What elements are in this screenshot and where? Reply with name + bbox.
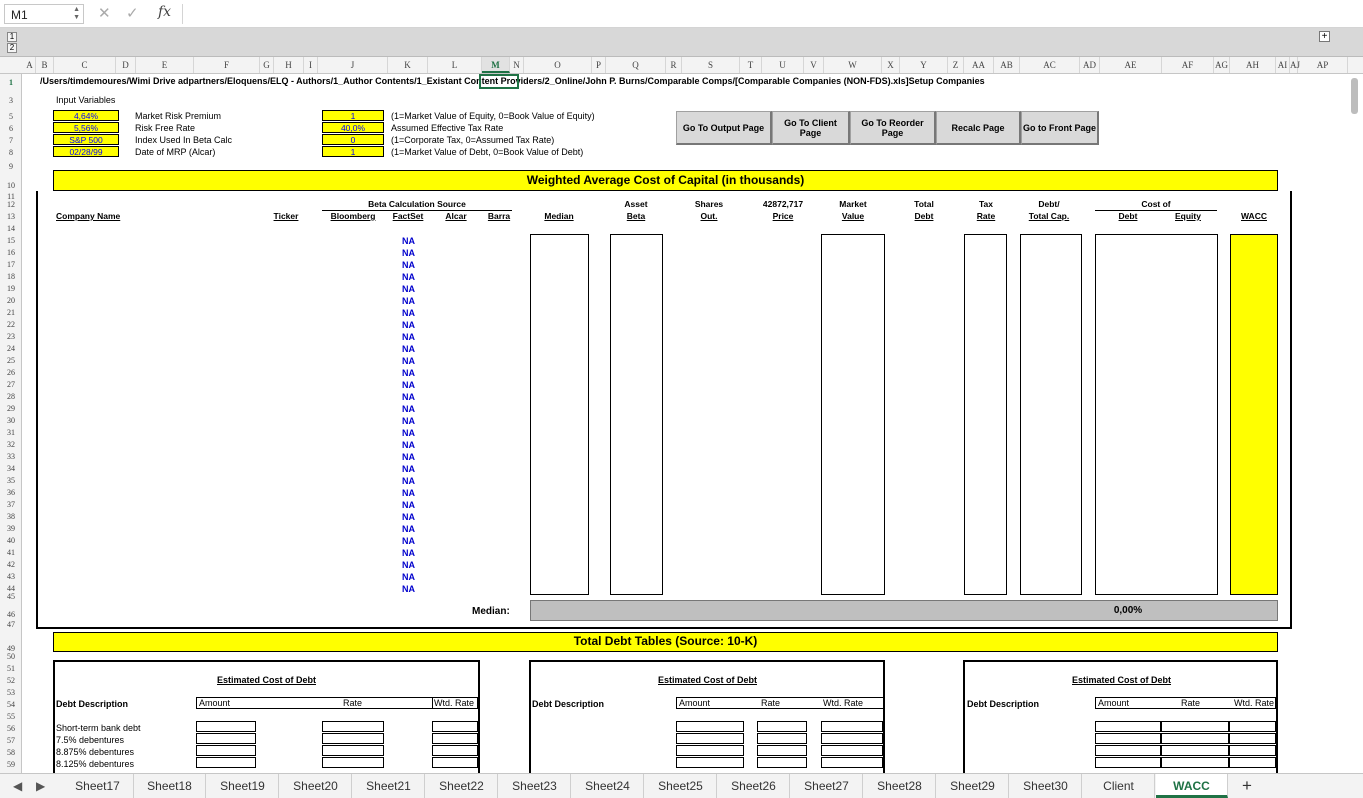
add-sheet-button[interactable]: + (1242, 776, 1252, 795)
tax-rate-header: Rate (976, 211, 996, 221)
tab-sheet21[interactable]: Sheet21 (353, 774, 425, 798)
price-date-header: 42872,717 (762, 199, 804, 209)
debt-input-cell[interactable] (1095, 757, 1161, 768)
beta-source-header: Beta Calculation Source (368, 199, 466, 209)
debt-input-cell[interactable] (1229, 757, 1276, 768)
tab-sheet19[interactable]: Sheet19 (207, 774, 279, 798)
row-header-19[interactable]: 19 (7, 284, 15, 293)
debt-input-cell[interactable] (1229, 721, 1276, 732)
factset-na-value: NA (402, 332, 415, 342)
debt-input-cell[interactable] (196, 733, 256, 744)
column-header (0, 57, 1363, 74)
row-header-23[interactable]: 23 (7, 332, 15, 341)
bloomberg-header: Bloomberg (330, 211, 376, 221)
tax-flag-input[interactable]: 0 (322, 134, 384, 145)
row-header-52[interactable]: 52 (7, 676, 15, 685)
tab-wacc[interactable]: WACC (1156, 774, 1228, 798)
row-header-53[interactable]: 53 (7, 688, 15, 697)
tax-rate-label: Assumed Effective Tax Rate (391, 123, 504, 133)
debt-input-cell[interactable] (821, 733, 883, 744)
tab-sheet23[interactable]: Sheet23 (499, 774, 571, 798)
market-risk-premium-label: Market Risk Premium (135, 111, 222, 121)
beta-header: Beta (626, 211, 646, 221)
debt-input-cell[interactable] (1229, 745, 1276, 756)
factset-na-value: NA (402, 380, 415, 390)
debt-input-cell[interactable] (757, 757, 807, 768)
tab-sheet24[interactable]: Sheet24 (572, 774, 644, 798)
column-header-x[interactable]: X (882, 57, 900, 73)
debt-input-cell[interactable] (432, 733, 478, 744)
column-header-g[interactable]: G (260, 57, 274, 73)
row-header-37[interactable]: 37 (7, 500, 15, 509)
ticker-header: Ticker (273, 211, 299, 221)
index-label: Index Used In Beta Calc (135, 135, 233, 145)
column-header-ae[interactable]: AE (1100, 57, 1162, 73)
debt-input-cell[interactable] (322, 757, 384, 768)
debt-input-cell[interactable] (1161, 733, 1229, 744)
factset-na-value: NA (402, 248, 415, 258)
row-header-5[interactable]: 5 (9, 112, 13, 121)
wacc-column-box (1230, 234, 1278, 595)
row-header-49[interactable]: 49 (7, 644, 15, 653)
factset-na-value: NA (402, 284, 415, 294)
column-header-q[interactable]: Q (606, 57, 666, 73)
debt-input-cell[interactable] (1161, 757, 1229, 768)
row-header-30[interactable]: 30 (7, 416, 15, 425)
debt-tables-banner: Total Debt Tables (Source: 10-K) (53, 632, 1278, 652)
debt-input-cell[interactable] (821, 721, 883, 732)
column-header-e[interactable]: E (136, 57, 194, 73)
column-header-p[interactable]: P (592, 57, 606, 73)
column-header-ad[interactable]: AD (1080, 57, 1100, 73)
column-header-af[interactable]: AF (1162, 57, 1214, 73)
tab-sheet26[interactable]: Sheet26 (718, 774, 790, 798)
cost-of-header: Cost of (1141, 199, 1171, 209)
row-header-57[interactable]: 57 (7, 736, 15, 745)
market-risk-premium-input[interactable]: 4,64% (53, 110, 119, 121)
row-header-14[interactable]: 14 (7, 224, 15, 233)
debt-table-3-title: Estimated Cost of Debt (1072, 675, 1172, 685)
debt-table-1-amount-header: Amount (199, 698, 231, 708)
file-path-text: /Users/timdemoures/Wimi Drive adpartners/Eloquens/ELQ - Authors/1_Author Contents/1_Existant Content Providers/2_Online/John P. Burns/Comparable Comps/[Comparable Companies (NON-FDS).xls]Setup Companies (40, 76, 985, 86)
debt-input-cell[interactable] (196, 745, 256, 756)
name-box-value: M1 (11, 8, 28, 22)
factset-na-value: NA (402, 536, 415, 546)
cost-equity-header: Equity (1175, 211, 1201, 221)
equity-value-flag-label: (1=Market Value of Equity, 0=Book Value of Equity) (391, 111, 595, 121)
row-header-28[interactable]: 28 (7, 392, 15, 401)
column-header-u[interactable]: U (762, 57, 804, 73)
column-header-n[interactable]: N (510, 57, 524, 73)
row-header-43[interactable]: 43 (7, 572, 15, 581)
factset-na-value: NA (402, 296, 415, 306)
row-header-24[interactable]: 24 (7, 344, 15, 353)
debt-slash-header: Debt/ (1038, 199, 1060, 209)
row-header-35[interactable]: 35 (7, 476, 15, 485)
debt-input-cell[interactable] (821, 757, 883, 768)
factset-na-value: NA (402, 548, 415, 558)
row-header-26[interactable]: 26 (7, 368, 15, 377)
factset-na-value: NA (402, 308, 415, 318)
factset-na-value: NA (402, 260, 415, 270)
factset-na-value: NA (402, 476, 415, 486)
column-header-aj[interactable]: AJ (1290, 57, 1298, 73)
row-header-8[interactable]: 8 (9, 148, 13, 157)
column-header-z[interactable]: Z (948, 57, 964, 73)
factset-na-value: NA (402, 452, 415, 462)
column-header-t[interactable]: T (740, 57, 762, 73)
column-header-o[interactable]: O (524, 57, 592, 73)
tax-rate-column-box (964, 234, 1007, 595)
debt-table-2-wtd-header: Wtd. Rate (823, 698, 864, 708)
factset-na-value: NA (402, 272, 415, 282)
sheet-grid (23, 74, 1351, 773)
confirm-icon[interactable]: ✓ (126, 5, 139, 22)
debt-input-cell[interactable] (432, 745, 478, 756)
debt-value-flag-input[interactable]: 1 (322, 146, 384, 157)
cost-debt-header: Debt (1118, 211, 1138, 221)
factset-na-value: NA (402, 236, 415, 246)
tab-sheet29[interactable]: Sheet29 (937, 774, 1009, 798)
median-label: Median: (472, 606, 510, 617)
total-cap-header: Total Cap. (1028, 211, 1070, 221)
wacc-banner: Weighted Average Cost of Capital (in thousands) (53, 170, 1278, 191)
debt-input-cell[interactable] (676, 757, 744, 768)
debt-table-1-desc-header: Debt Description (56, 699, 129, 709)
asset-header: Asset (624, 199, 648, 209)
input-variables-title: Input Variables (56, 95, 116, 105)
debt-input-cell[interactable] (676, 721, 744, 732)
column-header-c[interactable]: C (54, 57, 116, 73)
name-box[interactable] (4, 4, 84, 24)
row-header-54[interactable]: 54 (7, 700, 15, 709)
factset-na-value: NA (402, 488, 415, 498)
row-header-10[interactable]: 10 (7, 181, 15, 190)
column-header-d[interactable]: D (116, 57, 136, 73)
factset-na-value: NA (402, 500, 415, 510)
median-value: 0,00% (1113, 605, 1143, 616)
debt-item-1: Short-term bank debt (56, 723, 141, 733)
formula-input[interactable] (182, 4, 1358, 24)
row-header-29[interactable]: 29 (7, 404, 15, 413)
debt-input-cell[interactable] (676, 733, 744, 744)
row-header-13[interactable]: 13 (7, 212, 15, 221)
tab-sheet30[interactable]: Sheet30 (1010, 774, 1082, 798)
debt-input-cell[interactable] (196, 757, 256, 768)
outline-bar (0, 28, 1363, 57)
go-to-output-button[interactable]: Go To Output Page (676, 111, 772, 145)
cancel-icon[interactable]: ✕ (98, 5, 111, 22)
column-header-w[interactable]: W (824, 57, 882, 73)
debt-table-1-wtd-header: Wtd. Rate (434, 698, 475, 708)
barra-header: Barra (487, 211, 511, 221)
factset-na-value: NA (402, 572, 415, 582)
factset-na-value: NA (402, 416, 415, 426)
risk-free-rate-label: Risk Free Rate (135, 123, 196, 133)
column-header-m[interactable]: M (482, 57, 510, 73)
tab-sheet17[interactable]: Sheet17 (62, 774, 134, 798)
factset-na-value: NA (402, 560, 415, 570)
vertical-scrollbar[interactable] (1351, 78, 1358, 114)
row-header-56[interactable]: 56 (7, 724, 15, 733)
shares-out-header: Out. (700, 211, 718, 221)
row-header-41[interactable]: 41 (7, 548, 15, 557)
debt-table-3-desc-header: Debt Description (967, 699, 1040, 709)
total-header: Total (914, 199, 934, 209)
row-header-39[interactable]: 39 (7, 524, 15, 533)
column-header-k[interactable]: K (388, 57, 428, 73)
debt-input-cell[interactable] (757, 733, 807, 744)
column-header-j[interactable]: J (318, 57, 388, 73)
tab-sheet25[interactable]: Sheet25 (645, 774, 717, 798)
wacc-header: WACC (1241, 211, 1267, 221)
factset-na-value: NA (402, 320, 415, 330)
debt-input-cell[interactable] (1161, 745, 1229, 756)
debt-table-3-wtd-header: Wtd. Rate (1234, 698, 1275, 708)
total-debt-header: Debt (914, 211, 934, 221)
factset-na-value: NA (402, 392, 415, 402)
row-header-1[interactable]: 1 (9, 78, 13, 87)
outline-expand-button[interactable]: + (1319, 31, 1330, 42)
row-header-44[interactable]: 44 (7, 584, 15, 593)
factset-na-value: NA (402, 440, 415, 450)
debt-item-3: 8.875% debentures (56, 747, 135, 757)
mrp-date-input[interactable]: 02/28/99 (53, 146, 119, 157)
tab-sheet18[interactable]: Sheet18 (134, 774, 206, 798)
column-header-ac[interactable]: AC (1020, 57, 1080, 73)
factset-na-value: NA (402, 344, 415, 354)
tax-header: Tax (978, 199, 994, 209)
column-header-ai[interactable]: AI (1276, 57, 1290, 73)
outline-level-1-button[interactable]: 1 (7, 32, 17, 42)
debt-input-cell[interactable] (432, 721, 478, 732)
row-header-18[interactable]: 18 (7, 272, 15, 281)
tab-sheet22[interactable]: Sheet22 (426, 774, 498, 798)
equity-value-flag-input[interactable]: 1 (322, 110, 384, 121)
shares-header: Shares (694, 199, 724, 209)
debt-input-cell[interactable] (322, 733, 384, 744)
row-header-32[interactable]: 32 (7, 440, 15, 449)
tab-client[interactable]: Client (1083, 774, 1155, 798)
column-header-r[interactable]: R (666, 57, 682, 73)
row-header-7[interactable]: 7 (9, 136, 13, 145)
index-input[interactable]: S&P 500 (53, 134, 119, 145)
column-header-aa[interactable]: AA (964, 57, 994, 73)
row-header-16[interactable]: 16 (7, 248, 15, 257)
row-header-12[interactable]: 12 (7, 200, 15, 209)
factset-na-value: NA (402, 356, 415, 366)
debt-input-cell[interactable] (322, 745, 384, 756)
row-header-40[interactable]: 40 (7, 536, 15, 545)
company-name-header: Company Name (56, 211, 121, 221)
debt-table-1-divider (432, 697, 433, 709)
debt-input-cell[interactable] (757, 745, 807, 756)
column-header-f[interactable]: F (194, 57, 260, 73)
debt-input-cell[interactable] (821, 745, 883, 756)
row-header-50[interactable]: 50 (7, 652, 15, 661)
cost-of-column-box (1095, 234, 1218, 595)
tab-sheet27[interactable]: Sheet27 (791, 774, 863, 798)
column-header-s[interactable]: S (682, 57, 740, 73)
row-header-6[interactable]: 6 (9, 124, 13, 133)
column-header-a[interactable]: A (24, 57, 36, 73)
debt-input-cell[interactable] (196, 721, 256, 732)
row-header-33[interactable]: 33 (7, 452, 15, 461)
row-header-3[interactable]: 3 (9, 96, 13, 105)
tax-flag-label: (1=Corporate Tax, 0=Assumed Tax Rate) (391, 135, 555, 145)
debt-table-2-rate-header: Rate (761, 698, 781, 708)
debt-input-cell[interactable] (676, 745, 744, 756)
column-header-l[interactable]: L (428, 57, 482, 73)
column-header-ah[interactable]: AH (1230, 57, 1276, 73)
tab-sheet20[interactable]: Sheet20 (280, 774, 352, 798)
row-header-31[interactable]: 31 (7, 428, 15, 437)
row-header-47[interactable]: 47 (7, 620, 15, 629)
median-value-bar (530, 600, 1278, 621)
row-header-38[interactable]: 38 (7, 512, 15, 521)
debt-table-3-amount-header: Amount (1098, 698, 1130, 708)
median-column-box (530, 234, 589, 595)
row-header-51[interactable]: 51 (7, 664, 15, 673)
factset-na-value: NA (402, 464, 415, 474)
row-header-15[interactable]: 15 (7, 236, 15, 245)
debt-item-2: 7.5% debentures (56, 735, 125, 745)
column-header-h[interactable]: H (274, 57, 304, 73)
market-value-header: Value (841, 211, 865, 221)
debt-input-cell[interactable] (1229, 733, 1276, 744)
market-header: Market (839, 199, 867, 209)
function-icon[interactable]: fx (158, 4, 172, 20)
debt-table-2-amount-header: Amount (679, 698, 711, 708)
factset-na-value: NA (402, 428, 415, 438)
debt-table-3-rate-header: Rate (1181, 698, 1201, 708)
debt-item-4: 8.125% debentures (56, 759, 135, 769)
column-header-ag[interactable]: AG (1214, 57, 1230, 73)
go-to-front-button[interactable]: Go to Front Page (1021, 111, 1099, 145)
factset-header: FactSet (392, 211, 424, 221)
row-header-27[interactable]: 27 (7, 380, 15, 389)
alcar-header: Alcar (445, 211, 467, 221)
row-header-36[interactable]: 36 (7, 488, 15, 497)
outline-level-2-button[interactable]: 2 (7, 43, 17, 53)
asset-beta-column-box (610, 234, 663, 595)
debt-input-cell[interactable] (432, 757, 478, 768)
debt-input-cell[interactable] (757, 721, 807, 732)
total-cap-column-box (1020, 234, 1082, 595)
median-header: Median (544, 211, 574, 221)
debt-table-2-title: Estimated Cost of Debt (658, 675, 758, 685)
row-header-22[interactable]: 22 (7, 320, 15, 329)
factset-na-value: NA (402, 512, 415, 522)
row-header (0, 74, 22, 773)
debt-input-cell[interactable] (1095, 721, 1161, 732)
row-header-9[interactable]: 9 (9, 162, 13, 171)
debt-value-flag-label: (1=Market Value of Debt, 0=Book Value of Debt) (391, 147, 584, 157)
selected-cell[interactable] (479, 74, 519, 89)
column-header-y[interactable]: Y (900, 57, 948, 73)
row-header-46[interactable]: 46 (7, 610, 15, 619)
market-value-column-box (821, 234, 885, 595)
column-header-b[interactable]: B (36, 57, 54, 73)
row-header-34[interactable]: 34 (7, 464, 15, 473)
tab-next-icon[interactable]: ▶ (36, 779, 46, 793)
factset-na-value: NA (402, 404, 415, 414)
debt-table-1-rate-header: Rate (343, 698, 363, 708)
row-header-58[interactable]: 58 (7, 748, 15, 757)
name-box-stepper-icon[interactable]: ▲ ▼ (73, 6, 80, 21)
factset-na-value: NA (402, 524, 415, 534)
factset-na-value: NA (402, 584, 415, 594)
debt-input-cell[interactable] (322, 721, 384, 732)
debt-input-cell[interactable] (1095, 745, 1161, 756)
recalc-button[interactable]: Recalc Page (936, 111, 1021, 145)
tax-rate-input[interactable]: 40,0% (322, 122, 384, 133)
row-header-59[interactable]: 59 (7, 760, 15, 769)
column-header-ap[interactable]: AP (1298, 57, 1348, 73)
price-header: Price (772, 211, 794, 221)
debt-input-cell[interactable] (1161, 721, 1229, 732)
formula-bar (0, 0, 1363, 28)
column-header-ab[interactable]: AB (994, 57, 1020, 73)
sheet-tabs-bar (0, 773, 1363, 798)
go-to-reorder-button[interactable]: Go To Reorder Page (850, 111, 936, 145)
tab-prev-icon[interactable]: ◀ (13, 779, 23, 793)
row-header-17[interactable]: 17 (7, 260, 15, 269)
column-header-i[interactable]: I (304, 57, 318, 73)
row-header-45[interactable]: 45 (7, 592, 15, 601)
row-header-42[interactable]: 42 (7, 560, 15, 569)
risk-free-rate-input[interactable]: 5,56% (53, 122, 119, 133)
column-header-v[interactable]: V (804, 57, 824, 73)
factset-na-value: NA (402, 368, 415, 378)
row-header-25[interactable]: 25 (7, 356, 15, 365)
row-header-20[interactable]: 20 (7, 296, 15, 305)
go-to-client-button[interactable]: Go To Client Page (772, 111, 850, 145)
debt-input-cell[interactable] (1095, 733, 1161, 744)
tab-sheet28[interactable]: Sheet28 (864, 774, 936, 798)
mrp-date-label: Date of MRP (Alcar) (135, 147, 216, 157)
row-header-11[interactable]: 11 (7, 192, 15, 201)
row-header-55[interactable]: 55 (7, 712, 15, 721)
debt-table-1-title: Estimated Cost of Debt (217, 675, 317, 685)
debt-table-2-desc-header: Debt Description (532, 699, 605, 709)
row-header-21[interactable]: 21 (7, 308, 15, 317)
